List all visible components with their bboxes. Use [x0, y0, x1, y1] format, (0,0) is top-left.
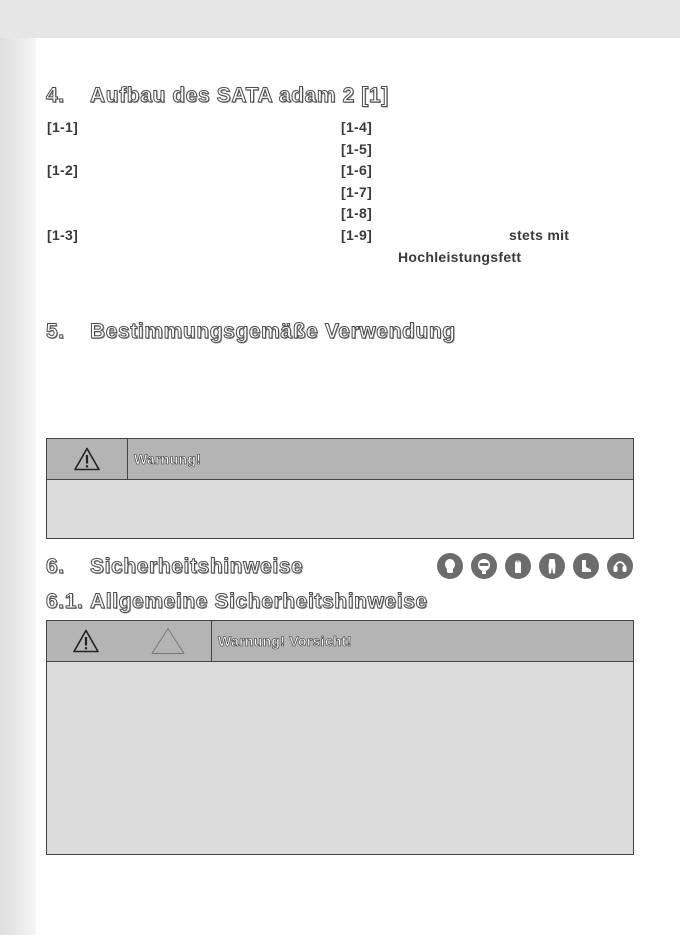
warning-header — [47, 439, 633, 480]
part-label-1-2: [1-2] — [47, 162, 79, 178]
part-label-1-3: [1-3] — [47, 227, 79, 243]
part-1-9-text-line1: stets mit — [509, 227, 570, 243]
caution-triangle-icon — [151, 627, 185, 655]
warning-icon-cell — [47, 439, 128, 479]
section-number: 4. — [46, 84, 65, 107]
top-bar — [0, 0, 680, 38]
warning-box — [46, 438, 634, 539]
ppe-icon-row — [437, 553, 633, 579]
part-label-1-1: [1-1] — [47, 119, 79, 135]
face-shield-icon — [471, 553, 497, 579]
overalls-icon — [539, 553, 565, 579]
side-bar — [0, 38, 36, 935]
section-number: 6.1. — [46, 590, 84, 613]
part-label-1-9: [1-9] — [341, 227, 373, 243]
section-6-1-heading — [46, 590, 428, 614]
section-6-heading — [46, 555, 303, 579]
warning-icon-cell — [47, 621, 212, 661]
warning-header — [47, 621, 633, 662]
part-label-1-7: [1-7] — [341, 184, 373, 200]
section-title: Allgemeine Sicherheitshinweise — [90, 590, 428, 613]
ear-protection-icon — [607, 553, 633, 579]
warning-caution-box — [46, 620, 634, 855]
part-label-1-4: [1-4] — [341, 119, 373, 135]
warning-triangle-icon — [74, 447, 100, 471]
part-label-1-5: [1-5] — [341, 141, 373, 157]
section-title: Aufbau des SATA adam 2 [1] — [90, 84, 389, 107]
warning-label: Warnung! Vorsicht! — [218, 633, 352, 649]
warning-triangle-icon — [73, 629, 99, 653]
section-number: 5. — [46, 320, 65, 343]
part-label-1-6: [1-6] — [341, 162, 373, 178]
section-4-heading — [46, 84, 389, 108]
part-1-9-text-line2: Hochleistungsfett — [398, 249, 522, 265]
section-number: 6. — [46, 555, 65, 578]
warning-label: Warnung! — [134, 451, 202, 467]
part-label-1-8: [1-8] — [341, 205, 373, 221]
gloves-icon — [505, 553, 531, 579]
section-title: Sicherheitshinweise — [90, 555, 304, 578]
section-title: Bestimmungsgemäße Verwendung — [90, 320, 456, 343]
safety-boots-icon — [573, 553, 599, 579]
respirator-icon — [437, 553, 463, 579]
section-5-heading — [46, 320, 456, 344]
